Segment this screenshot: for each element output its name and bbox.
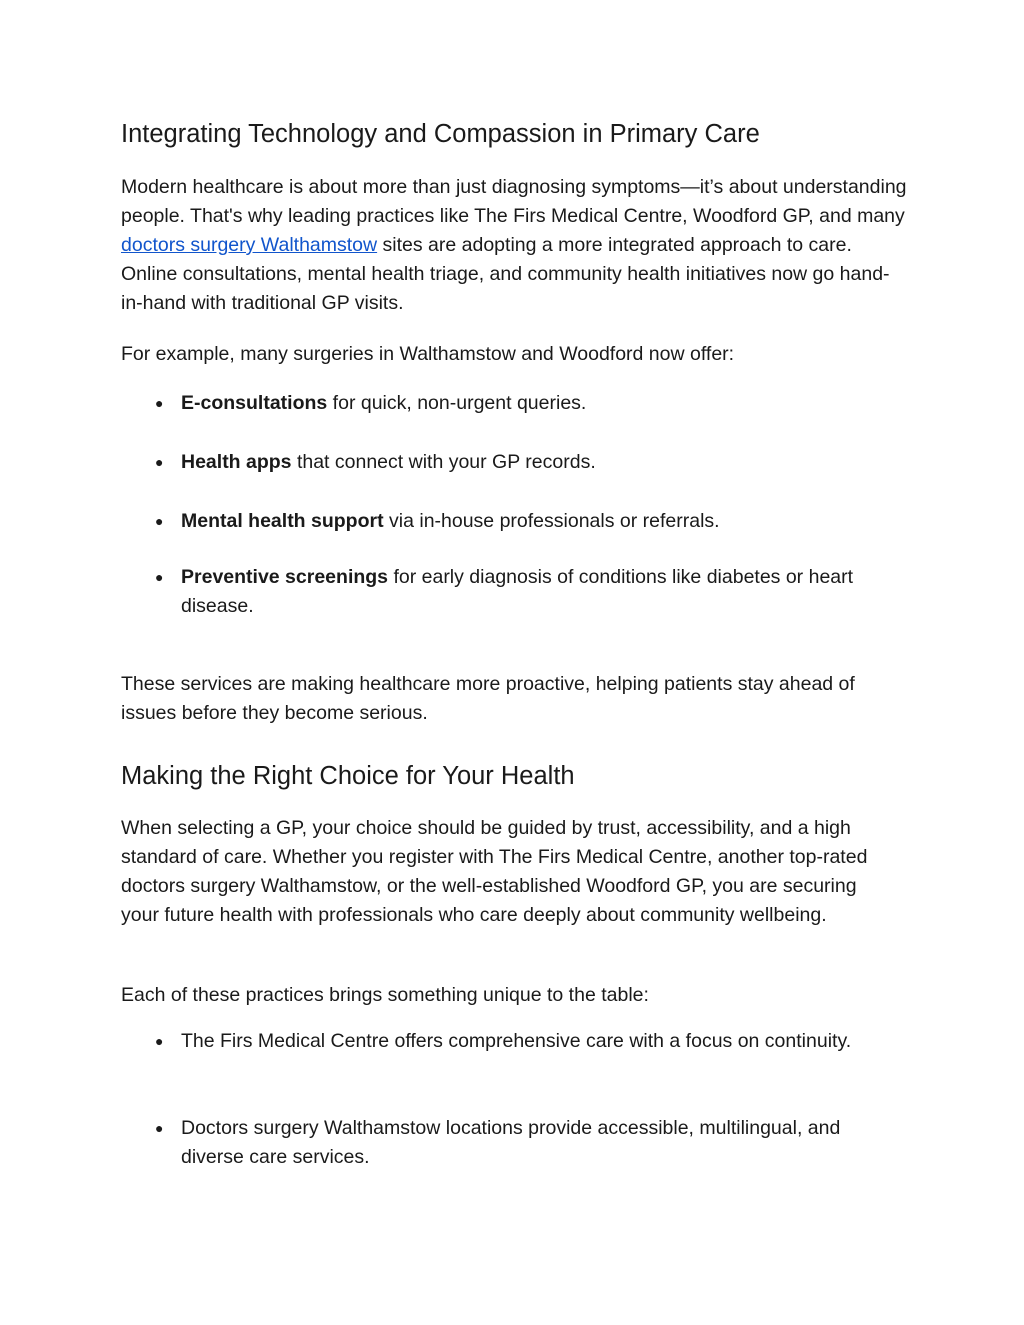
- summary-paragraph: These services are making healthcare more proactive, helping patients stay ahead of issues before they become serious.: [121, 673, 855, 724]
- list-item: [121, 563, 881, 621]
- list-item-text: for quick, non-urgent queries.: [327, 392, 587, 414]
- list-item: [121, 448, 881, 477]
- doctors-surgery-link[interactable]: doctors surgery Walthamstow: [121, 234, 378, 256]
- bullet-icon: ●: [155, 395, 164, 411]
- section-heading: Making the Right Choice for Your Health: [121, 762, 575, 790]
- list-item-bold: E-consultations: [181, 392, 328, 414]
- bullet-icon: ●: [155, 1033, 164, 1049]
- list-item-bold: Preventive screenings: [181, 566, 389, 588]
- choice-paragraph: When selecting a GP, your choice should be guided by trust, accessibility, and a high standard of care. Whether you register with The Firs Medical Centre, another top-rated doctors surgery Walthamstow, or the well-established Woodford GP, you are securing your future health with professionals who care deeply about community wellbeing.: [121, 817, 868, 926]
- list-item-text: for early diagnosis of conditions like diabetes or heart disease.: [181, 566, 854, 617]
- list-item: [121, 1027, 881, 1056]
- bullet-icon: ●: [155, 569, 164, 585]
- intro-paragraph: [121, 173, 911, 318]
- bullet-icon: ●: [155, 454, 164, 470]
- list-item: [121, 507, 881, 536]
- list-item-bold: Health apps: [181, 451, 292, 473]
- bullet-icon: ●: [155, 1120, 164, 1136]
- list-item-text: via in-house professionals or referrals.: [383, 510, 720, 532]
- intro-text-end: sites are adopting a more integrated approach to care. Online consultations, mental health triage, and community health initiatives now go hand-in-hand with traditional GP visits.: [121, 234, 890, 314]
- section-heading: Integrating Technology and Compassion in Primary Care: [121, 120, 760, 148]
- practices-paragraph: Each of these practices brings something unique to the table:: [121, 984, 649, 1006]
- bullet-icon: ●: [155, 513, 164, 529]
- list-item-text: The Firs Medical Centre offers comprehensive care with a focus on continuity.: [181, 1030, 852, 1052]
- list-item: [121, 389, 881, 418]
- example-paragraph: For example, many surgeries in Walthamstow and Woodford now offer:: [121, 343, 735, 365]
- list-item-text: Doctors surgery Walthamstow locations provide accessible, multilingual, and diverse care services.: [181, 1117, 841, 1168]
- intro-text-start: Modern healthcare is about more than just diagnosing symptoms—it’s about understanding people. That's why leading practices like The Firs Medical Centre, Woodford GP, and many: [121, 176, 907, 227]
- list-item-text: that connect with your GP records.: [291, 451, 596, 473]
- list-item-bold: Mental health support: [181, 510, 384, 532]
- list-item: [121, 1114, 881, 1172]
